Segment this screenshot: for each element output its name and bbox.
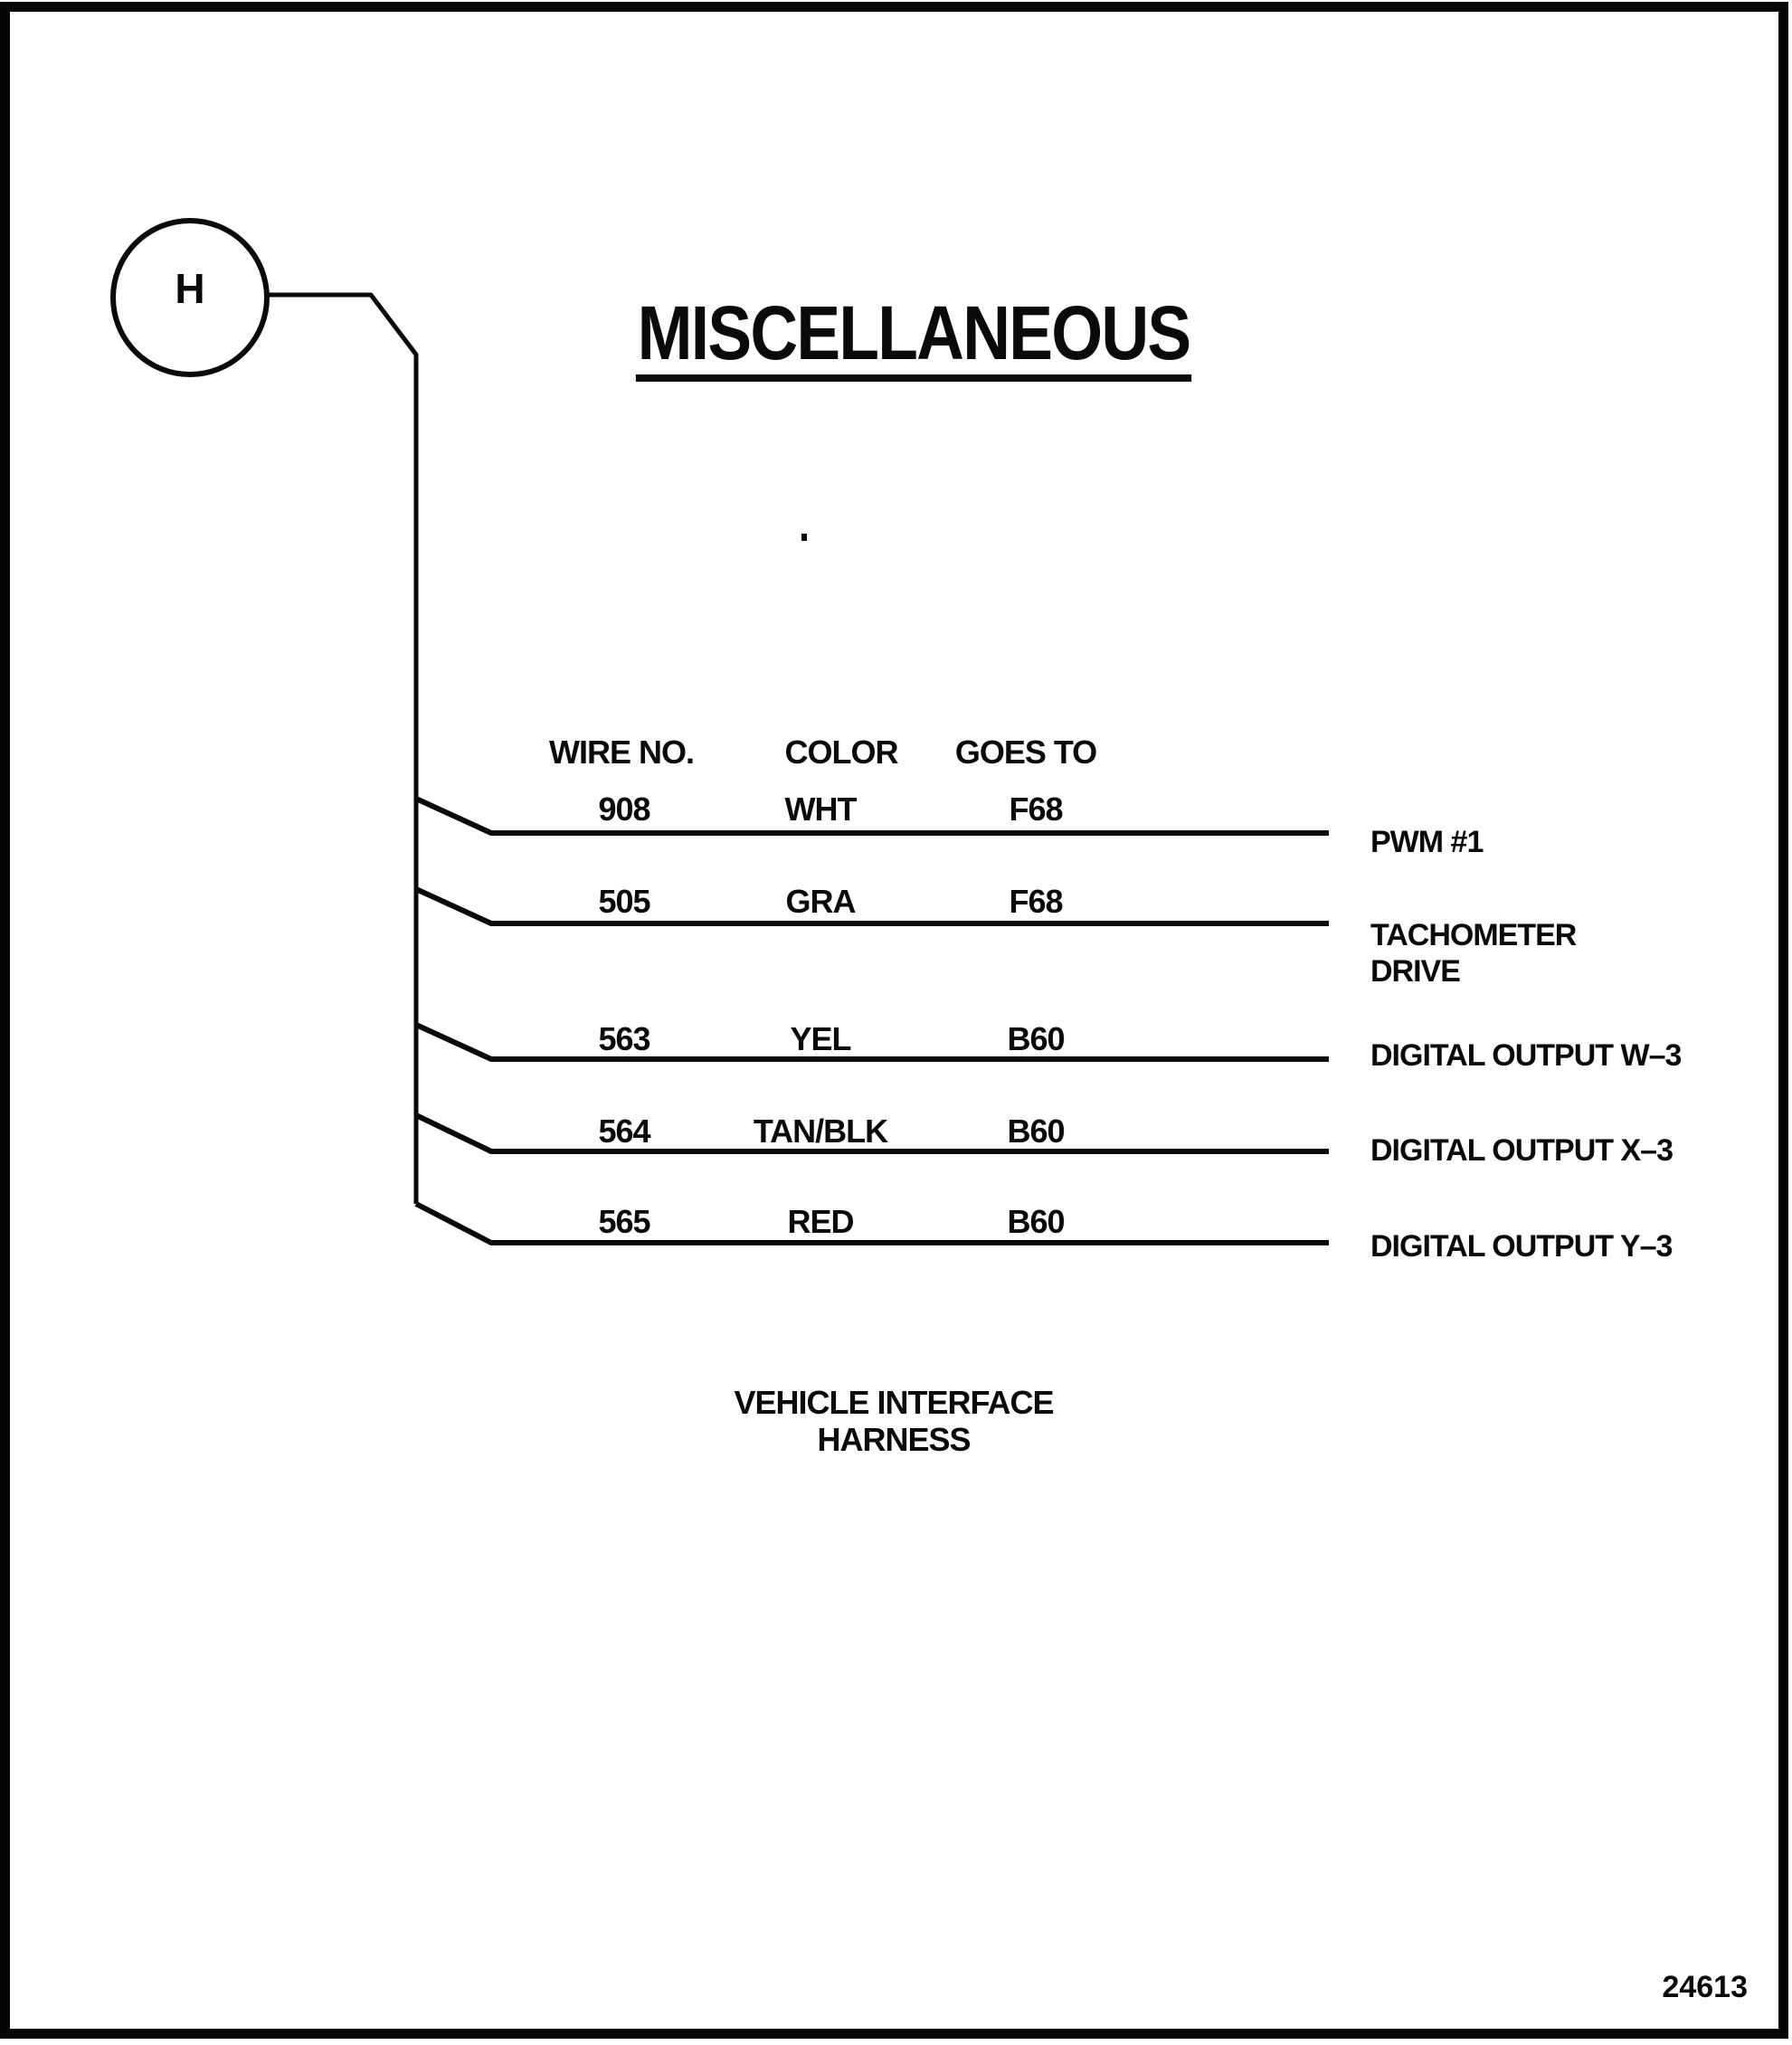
- goes-to-cell: F68: [1009, 791, 1063, 828]
- harness-caption-line1: VEHICLE INTERFACE: [734, 1384, 1054, 1421]
- wire-no-cell: 565: [598, 1203, 650, 1240]
- goes-to-cell: F68: [1009, 883, 1063, 920]
- harness-caption-line2: HARNESS: [817, 1421, 971, 1458]
- color-cell: WHT: [784, 791, 857, 828]
- wire-function-label-line1: TACHOMETER: [1370, 918, 1577, 952]
- harness-trunk-line: [266, 295, 416, 1204]
- wire-function-label: PWM #1: [1370, 825, 1484, 859]
- goes-to-cell: B60: [1007, 1112, 1065, 1150]
- column-header-color: COLOR: [784, 734, 898, 771]
- page-title-text: MISCELLANEOUS: [636, 298, 1191, 382]
- column-header-goes-to: GOES TO: [954, 734, 1097, 771]
- node-h-label: H: [175, 265, 205, 312]
- page-title: [622, 290, 1205, 382]
- wire-no-cell: 563: [598, 1020, 650, 1057]
- figure-number: 24613: [1662, 1970, 1748, 2004]
- goes-to-cell: B60: [1007, 1020, 1065, 1057]
- color-cell: GRA: [785, 883, 856, 920]
- wire-function-label: [1370, 917, 1576, 989]
- goes-to-cell: B60: [1007, 1203, 1065, 1240]
- wire-function-label: DIGITAL OUTPUT Y–3: [1370, 1229, 1673, 1264]
- wire-no-cell: 505: [598, 883, 650, 920]
- color-cell: YEL: [790, 1020, 851, 1057]
- wire-function-label: DIGITAL OUTPUT X–3: [1370, 1133, 1673, 1168]
- color-cell: TAN/BLK: [753, 1112, 888, 1150]
- color-cell: RED: [787, 1203, 854, 1240]
- harness-caption: [713, 1384, 1075, 1458]
- wire-function-label-line2: DRIVE: [1370, 954, 1460, 989]
- scan-speck: [801, 534, 807, 541]
- wire-function-label: DIGITAL OUTPUT W–3: [1370, 1038, 1682, 1073]
- column-header-wire-no: WIRE NO.: [549, 734, 694, 771]
- wire-no-cell: 564: [598, 1112, 650, 1150]
- wire-no-cell: 908: [598, 791, 650, 828]
